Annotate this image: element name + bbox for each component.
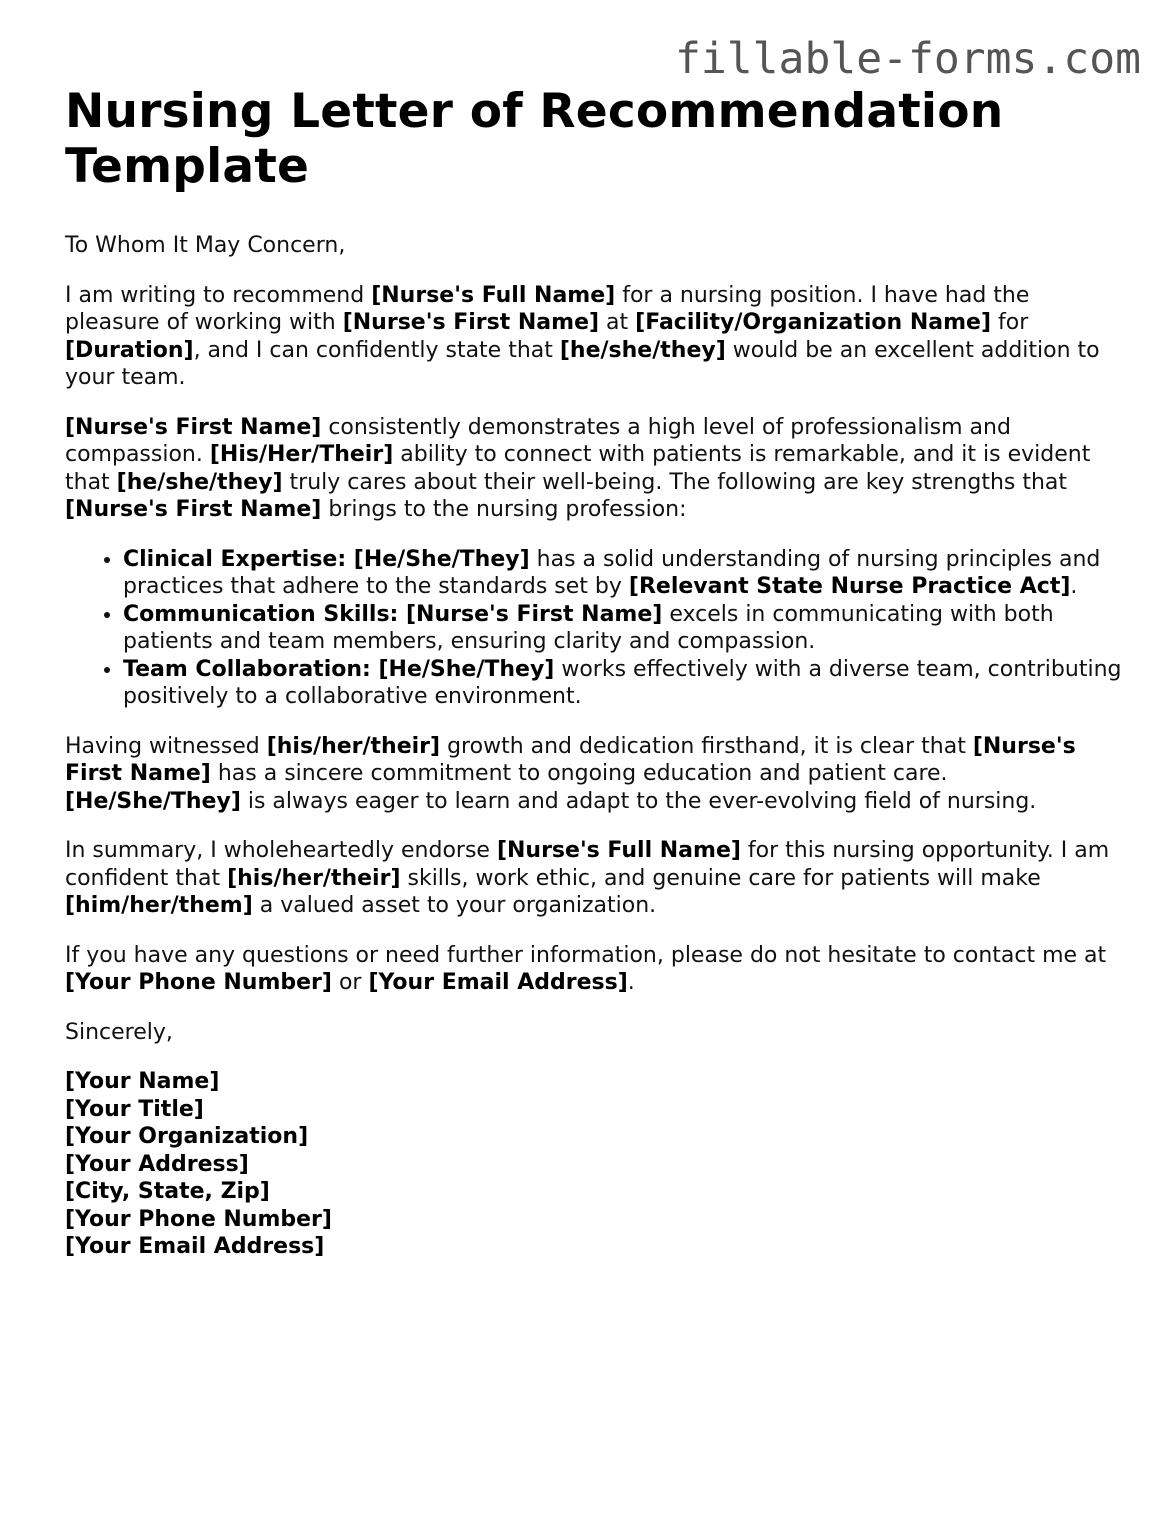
closing: Sincerely, <box>65 1019 173 1045</box>
list-item-label: Team Collaboration: [He/She/They] <box>123 656 555 682</box>
placeholder-phone-number: [Your Phone Number] <box>65 970 332 995</box>
list-item-team-collaboration <box>123 656 1125 711</box>
placeholder-pronoun: [He/She/They] <box>65 788 241 814</box>
paragraph-growth <box>65 733 1125 816</box>
placeholder-possessive-pronoun: [his/her/their] <box>266 733 441 759</box>
placeholder-possessive-pronoun: [his/her/their] <box>227 865 401 891</box>
placeholder-facility-name: [Facility/Organization Name] <box>635 310 992 335</box>
placeholder-nurse-first-name: [Nurse's First Name] <box>65 414 322 440</box>
list-item-clinical-expertise <box>123 546 1125 601</box>
placeholder-nurse-first-name: [Nurse's First Name] <box>65 733 1076 786</box>
text-segment: . <box>1070 574 1078 599</box>
text-segment: . <box>627 970 635 995</box>
text-segment: has a solid understanding of nursing principles and practices that adhere to the standards set by <box>123 546 1101 599</box>
text-segment: Having witnessed <box>65 733 267 759</box>
text-segment: is always eager to learn and adapt to the ever-evolving field of nursing. <box>240 788 1037 814</box>
text-segment: for a nursing position. I have had the pleasure of working with <box>65 282 1030 335</box>
watermark-text: fillable-forms.com <box>675 34 1141 84</box>
paragraph-qualities <box>65 414 1125 524</box>
text-segment: If you have any questions or need further information, please do not hesitate to contact me at <box>65 942 1107 968</box>
text-segment: brings to the nursing profession: <box>321 497 687 522</box>
paragraph-introduction <box>65 282 1125 392</box>
placeholder-object-pronoun: [him/her/them] <box>65 893 253 918</box>
text-segment: skills, work ethic, and genuine care for patients will make <box>400 865 1041 891</box>
text-segment: excels in communicating with both patients and team members, ensuring clarity and compassion. <box>123 601 1054 654</box>
placeholder-nurse-first-name: [Nurse's First Name] <box>65 497 322 522</box>
text-segment: or <box>331 970 369 995</box>
page-title: Nursing Letter of Recommendation Template <box>65 84 1004 194</box>
placeholder-possessive-pronoun: [His/Her/Their] <box>209 442 394 467</box>
signature-phone: [Your Phone Number] <box>65 1206 332 1232</box>
strengths-list <box>65 546 1125 711</box>
signature-city-state-zip: [City, State, Zip] <box>65 1179 270 1204</box>
list-item-label: Communication Skills: [Nurse's First Name] <box>123 601 663 627</box>
text-segment: for this nursing opportunity. I am confident that <box>65 838 1110 891</box>
paragraph-summary <box>65 837 1125 920</box>
placeholder-nurse-full-name: [Nurse's Full Name] <box>371 282 616 308</box>
text-segment: a valued asset to your organization. <box>252 893 657 918</box>
text-segment: for <box>991 310 1029 335</box>
text-segment: growth and dedication firsthand, it is clear that <box>440 733 973 759</box>
paragraph-contact <box>65 942 1125 997</box>
text-segment: In summary, I wholeheartedly endorse <box>65 838 497 863</box>
list-item-communication-skills <box>123 601 1125 656</box>
text-segment: would be an excellent addition to your team. <box>65 337 1100 390</box>
letter-document <box>65 84 1125 1261</box>
list-item-label: Clinical Expertise: [He/She/They] <box>123 546 530 572</box>
signature-email: [Your Email Address] <box>65 1234 325 1259</box>
text-segment: , and I can confidently state that <box>193 337 560 363</box>
placeholder-nurse-first-name: [Nurse's First Name] <box>342 310 600 335</box>
text-segment: I am writing to recommend <box>65 282 372 308</box>
placeholder-duration: [Duration] <box>65 337 194 363</box>
placeholder-state-practice-act: [Relevant State Nurse Practice Act] <box>628 574 1071 599</box>
placeholder-pronoun: [he/she/they] <box>116 469 283 495</box>
placeholder-email-address: [Your Email Address] <box>368 970 628 995</box>
placeholder-pronoun: [he/she/they] <box>559 337 726 363</box>
signature-organization: [Your Organization] <box>65 1124 309 1149</box>
signature-name: [Your Name] <box>65 1069 220 1094</box>
text-segment: truly cares about their well-being. The following are key strengths that <box>282 469 1068 495</box>
signature-address: [Your Address] <box>65 1151 249 1177</box>
signature-title: [Your Title] <box>65 1096 204 1122</box>
text-segment: has a sincere commitment to ongoing education and patient care. <box>210 761 948 786</box>
text-segment: ability to connect with patients is remarkable, and it is evident that <box>65 442 1091 495</box>
text-segment: consistently demonstrates a high level of professionalism and compassion. <box>65 414 1011 467</box>
salutation: To Whom It May Concern, <box>65 233 346 258</box>
placeholder-nurse-full-name: [Nurse's Full Name] <box>496 838 741 863</box>
text-segment: at <box>599 310 636 335</box>
signature-block <box>65 1068 1125 1261</box>
text-segment: works effectively with a diverse team, contributing positively to a collaborative environment. <box>123 656 1122 709</box>
